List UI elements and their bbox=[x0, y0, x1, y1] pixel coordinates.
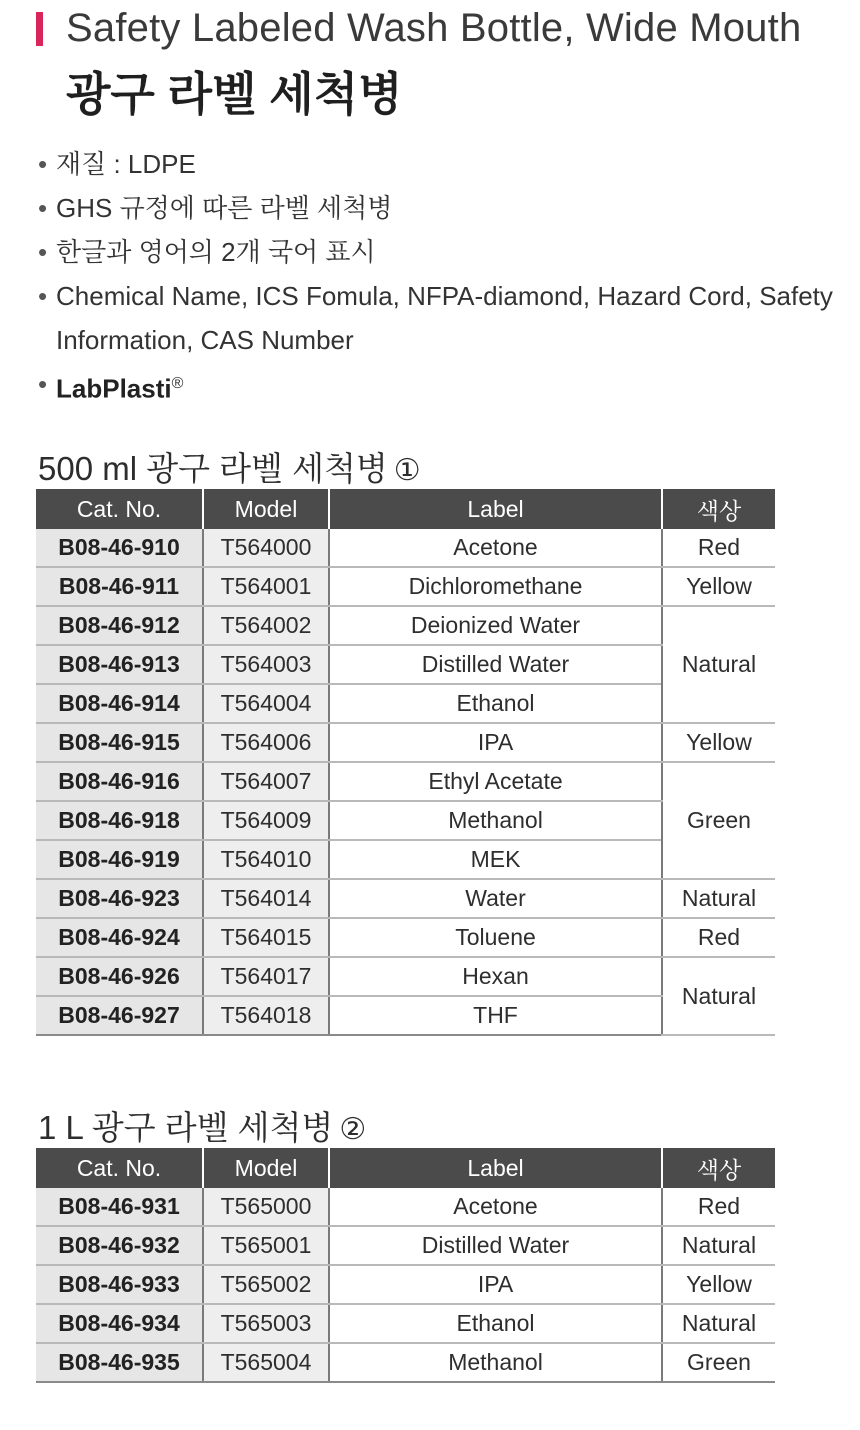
title-accent-bar bbox=[36, 12, 43, 46]
model-cell: T564004 bbox=[203, 684, 329, 723]
label-cell: Hexan bbox=[329, 957, 662, 996]
label-cell: Dichloromethane bbox=[329, 567, 662, 606]
color-cell: Green bbox=[662, 762, 775, 879]
model-cell: T565000 bbox=[203, 1188, 329, 1226]
page-title-english: Safety Labeled Wash Bottle, Wide Mouth bbox=[66, 6, 802, 50]
feature-text: 재질 : LDPE bbox=[56, 149, 196, 179]
label-cell: THF bbox=[329, 996, 662, 1035]
table-row bbox=[36, 1265, 775, 1304]
label-cell: IPA bbox=[329, 1265, 662, 1304]
model-cell: T564000 bbox=[203, 529, 329, 567]
column-header-cat-no: Cat. No. bbox=[36, 489, 203, 529]
column-header-cat-no: Cat. No. bbox=[36, 1148, 203, 1188]
table-row bbox=[36, 957, 775, 996]
model-cell: T564017 bbox=[203, 957, 329, 996]
bullet-icon: • bbox=[38, 149, 48, 179]
label-cell: Methanol bbox=[329, 1343, 662, 1382]
model-cell: T564006 bbox=[203, 723, 329, 762]
model-cell: T564003 bbox=[203, 645, 329, 684]
color-cell: Natural bbox=[662, 879, 775, 918]
section-title-text: 500 ml 광구 라벨 세척병 bbox=[38, 450, 388, 487]
color-cell: Natural bbox=[662, 957, 775, 1035]
model-cell: T565004 bbox=[203, 1343, 329, 1382]
table-row bbox=[36, 606, 775, 645]
color-cell: Yellow bbox=[662, 1265, 775, 1304]
cat-no-cell: B08-46-931 bbox=[36, 1188, 203, 1226]
label-cell: Acetone bbox=[329, 1188, 662, 1226]
label-cell: Distilled Water bbox=[329, 645, 662, 684]
color-cell: Green bbox=[662, 1343, 775, 1382]
column-header-label: Label bbox=[329, 489, 662, 529]
cat-no-cell: B08-46-911 bbox=[36, 567, 203, 606]
cat-no-cell: B08-46-933 bbox=[36, 1265, 203, 1304]
table-header-row bbox=[36, 489, 775, 529]
table-row bbox=[36, 1226, 775, 1265]
table-row bbox=[36, 1188, 775, 1226]
color-cell: Natural bbox=[662, 606, 775, 723]
feature-item bbox=[38, 186, 838, 230]
bullet-icon: • bbox=[38, 369, 48, 399]
cat-no-cell: B08-46-915 bbox=[36, 723, 203, 762]
model-cell: T564010 bbox=[203, 840, 329, 879]
label-cell: IPA bbox=[329, 723, 662, 762]
cat-no-cell: B08-46-932 bbox=[36, 1226, 203, 1265]
table-row bbox=[36, 1304, 775, 1343]
feature-text: Chemical Name, ICS Fomula, NFPA-diamond, Hazard Cord, Safety Information, CAS Number bbox=[56, 281, 833, 355]
model-cell: T565001 bbox=[203, 1226, 329, 1265]
registered-mark: ® bbox=[171, 375, 184, 392]
label-cell: Ethanol bbox=[329, 1304, 662, 1343]
label-cell: Ethanol bbox=[329, 684, 662, 723]
cat-no-cell: B08-46-926 bbox=[36, 957, 203, 996]
label-cell: Distilled Water bbox=[329, 1226, 662, 1265]
column-header-model: Model bbox=[203, 489, 329, 529]
cat-no-cell: B08-46-927 bbox=[36, 996, 203, 1035]
brand-name: LabPlasti bbox=[56, 373, 172, 404]
column-header-color: 색상 bbox=[662, 489, 775, 529]
table-row bbox=[36, 567, 775, 606]
color-cell: Red bbox=[662, 529, 775, 567]
feature-item bbox=[38, 230, 838, 274]
column-header-label: Label bbox=[329, 1148, 662, 1188]
model-cell: T564001 bbox=[203, 567, 329, 606]
model-cell: T564015 bbox=[203, 918, 329, 957]
model-cell: T564002 bbox=[203, 606, 329, 645]
table-row bbox=[36, 762, 775, 801]
color-cell: Red bbox=[662, 918, 775, 957]
feature-item bbox=[38, 142, 838, 186]
table-row bbox=[36, 529, 775, 567]
label-cell: Ethyl Acetate bbox=[329, 762, 662, 801]
model-cell: T564018 bbox=[203, 996, 329, 1035]
model-cell: T564014 bbox=[203, 879, 329, 918]
bullet-icon: • bbox=[38, 193, 48, 223]
color-cell: Natural bbox=[662, 1304, 775, 1343]
table-header-row bbox=[36, 1148, 775, 1188]
column-header-model: Model bbox=[203, 1148, 329, 1188]
label-cell: Acetone bbox=[329, 529, 662, 567]
label-cell: Toluene bbox=[329, 918, 662, 957]
model-cell: T565003 bbox=[203, 1304, 329, 1343]
cat-no-cell: B08-46-910 bbox=[36, 529, 203, 567]
label-cell: MEK bbox=[329, 840, 662, 879]
cat-no-cell: B08-46-913 bbox=[36, 645, 203, 684]
cat-no-cell: B08-46-914 bbox=[36, 684, 203, 723]
feature-list bbox=[38, 142, 838, 411]
table-row bbox=[36, 879, 775, 918]
model-cell: T564007 bbox=[203, 762, 329, 801]
color-cell: Natural bbox=[662, 1226, 775, 1265]
feature-item-brand bbox=[38, 362, 838, 411]
column-header-color: 색상 bbox=[662, 1148, 775, 1188]
section-title-text: 1 L 광구 라벨 세척병 bbox=[38, 1109, 334, 1146]
label-cell: Water bbox=[329, 879, 662, 918]
color-cell: Yellow bbox=[662, 567, 775, 606]
bullet-icon: • bbox=[38, 237, 48, 267]
section-title-1l bbox=[38, 1102, 366, 1149]
section-title-500ml bbox=[38, 443, 421, 490]
cat-no-cell: B08-46-919 bbox=[36, 840, 203, 879]
cat-no-cell: B08-46-912 bbox=[36, 606, 203, 645]
table-row bbox=[36, 723, 775, 762]
label-cell: Deionized Water bbox=[329, 606, 662, 645]
cat-no-cell: B08-46-923 bbox=[36, 879, 203, 918]
bullet-icon: • bbox=[38, 281, 48, 311]
table-row bbox=[36, 918, 775, 957]
section-number: ② bbox=[339, 1113, 367, 1146]
color-cell: Red bbox=[662, 1188, 775, 1226]
section-number: ① bbox=[393, 454, 421, 487]
product-table-500ml bbox=[36, 489, 775, 1036]
cat-no-cell: B08-46-924 bbox=[36, 918, 203, 957]
label-cell: Methanol bbox=[329, 801, 662, 840]
feature-item bbox=[38, 274, 838, 362]
cat-no-cell: B08-46-916 bbox=[36, 762, 203, 801]
cat-no-cell: B08-46-934 bbox=[36, 1304, 203, 1343]
model-cell: T565002 bbox=[203, 1265, 329, 1304]
feature-text: 한글과 영어의 2개 국어 표시 bbox=[56, 237, 376, 267]
table-row bbox=[36, 1343, 775, 1382]
product-table-1l bbox=[36, 1148, 775, 1383]
model-cell: T564009 bbox=[203, 801, 329, 840]
cat-no-cell: B08-46-935 bbox=[36, 1343, 203, 1382]
cat-no-cell: B08-46-918 bbox=[36, 801, 203, 840]
page-title-korean: 광구 라벨 세척병 bbox=[66, 68, 403, 120]
color-cell: Yellow bbox=[662, 723, 775, 762]
feature-text: GHS 규정에 따른 라벨 세척병 bbox=[56, 193, 393, 223]
